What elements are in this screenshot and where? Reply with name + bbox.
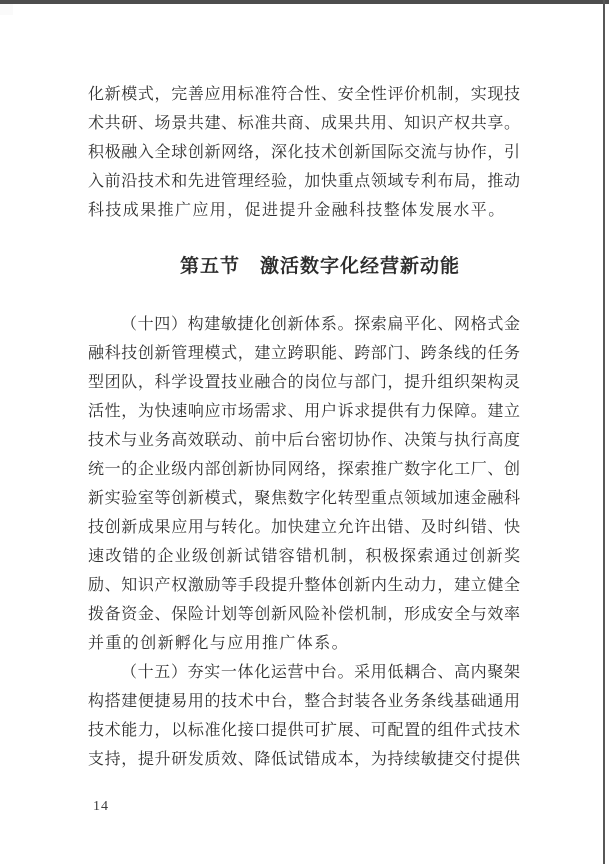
page-content [88, 80, 520, 774]
text-line: 新实验室等创新模式，聚焦数字化转型重点领域加速金融科 [88, 490, 520, 507]
text-line: 拨备资金、保险计划等创新风险补偿机制，形成安全与效率 [88, 606, 520, 623]
text-line: 励、知识产权激励等手段提升整体创新内生动力，建立健全 [88, 577, 520, 594]
text-line: 速改错的企业级创新试错容错机制，积极探索通过创新奖 [88, 548, 520, 565]
text-line: 术共研、场景共建、标准共商、成果共用、知识产权共享。 [88, 115, 520, 132]
paragraph-item-14 [88, 310, 520, 658]
text-line: 活性，为快速响应市场需求、用户诉求提供有力保障。建立 [88, 403, 520, 420]
scan-edge-right [603, 0, 605, 864]
paragraph-continuation [88, 80, 520, 225]
text-line: 统一的企业级内部创新协同网络，探索推广数字化工厂、创 [88, 461, 520, 478]
text-line: 构搭建便捷易用的技术中台，整合封装各业务条线基础通用 [88, 693, 520, 710]
page-number: 14 [93, 799, 109, 814]
text-line: （十四）构建敏捷化创新体系。探索扁平化、网格式金 [121, 316, 520, 333]
text-line: （十五）夯实一体化运营中台。采用低耦合、高内聚架 [121, 664, 520, 681]
text-line: 入前沿技术和先进管理经验，加快重点领域专利布局，推动 [88, 173, 520, 190]
text-line: 支持，提升研发质效、降低试错成本，为持续敏捷交付提供 [88, 751, 520, 768]
text-line: 技创新成果应用与转化。加快建立允许出错、及时纠错、快 [88, 519, 520, 536]
text-line: 化新模式，完善应用标准符合性、安全性评价机制，实现技 [88, 86, 520, 103]
text-line: 融科技创新管理模式，建立跨职能、跨部门、跨条线的任务 [88, 345, 520, 362]
text-line: 技术能力，以标准化接口提供可扩展、可配置的组件式技术 [88, 722, 520, 739]
text-line: 技术与业务高效联动、前中后台密切协作、决策与执行高度 [88, 432, 520, 449]
text-line: 型团队，科学设置技业融合的岗位与部门，提升组织架构灵 [88, 374, 520, 391]
text-line: 积极融入全球创新网络，深化技术创新国际交流与协作，引 [88, 144, 520, 161]
text-line: 科技成果推广应用，促进提升金融科技整体发展水平。 [88, 202, 506, 219]
section-heading: 第五节 激活数字化经营新动能 [179, 256, 460, 277]
scan-corner-artifact [0, 4, 13, 15]
text-line: 并重的创新孵化与应用推广体系。 [88, 635, 350, 652]
scan-edge-top [0, 0, 609, 4]
paragraph-item-15 [88, 658, 520, 774]
